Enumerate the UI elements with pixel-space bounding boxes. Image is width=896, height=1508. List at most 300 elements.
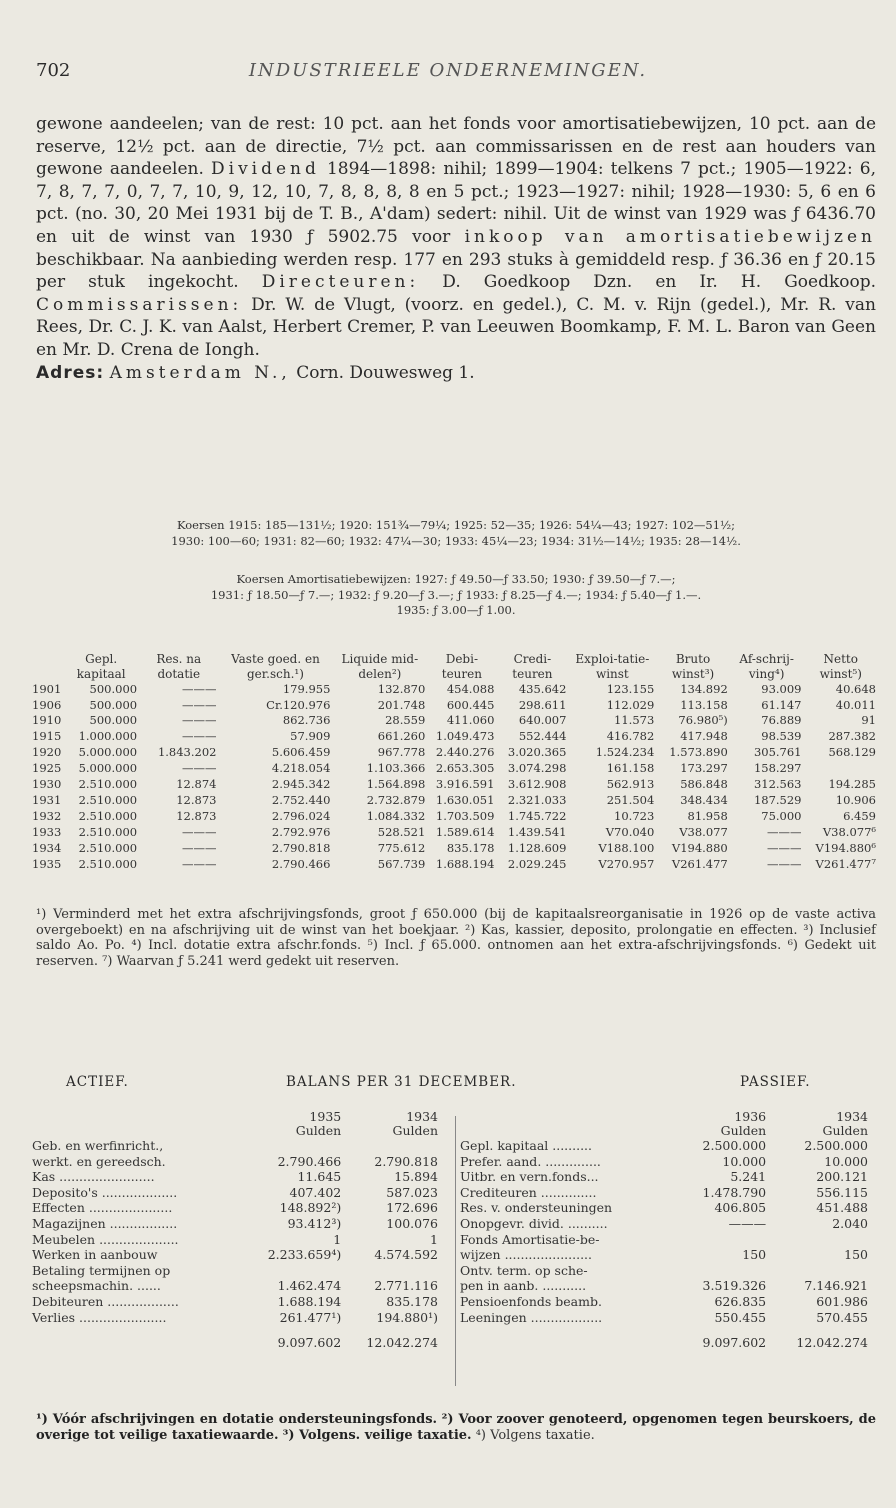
balans-item-value: 2.500.000 bbox=[804, 1138, 868, 1153]
table-row bbox=[30, 1278, 440, 1294]
table-cell: 91 bbox=[861, 713, 876, 728]
adres-text: Corn. Douwesweg 1. bbox=[296, 362, 475, 383]
table-cell: 1.688.194 bbox=[435, 856, 495, 871]
balans-item-value: 7.146.921 bbox=[804, 1278, 868, 1294]
table-cell: 2.752.440 bbox=[271, 792, 331, 807]
directeuren-label: Directeuren: bbox=[261, 272, 420, 293]
table-cell: 2.732.879 bbox=[366, 792, 426, 807]
column-header: Af-schrij-ving⁴) bbox=[739, 652, 794, 681]
table-cell: 2.790.466 bbox=[271, 856, 331, 871]
adres-label: Adres: bbox=[36, 362, 105, 383]
table-header-row bbox=[458, 1124, 870, 1138]
table-cell: 2.510.000 bbox=[78, 856, 138, 871]
page-header bbox=[36, 60, 860, 84]
table-cell: 132.870 bbox=[377, 681, 426, 696]
column-header: Liquide mid-delen²) bbox=[341, 652, 419, 681]
table-row bbox=[30, 1185, 440, 1201]
table-cell: 2.510.000 bbox=[78, 808, 138, 823]
table-cell: 12.874 bbox=[176, 777, 217, 792]
table-row bbox=[32, 729, 878, 745]
table-row bbox=[458, 1232, 870, 1248]
balans-item-value: 172.696 bbox=[386, 1200, 438, 1216]
table-cell: ——— bbox=[181, 681, 217, 696]
table-cell: 93.009 bbox=[761, 681, 802, 696]
balans-note: ¹) Vóór afschrijvingen en dotatie ondersteuningsfonds. bbox=[36, 1412, 438, 1427]
column-header: Exploi-tatie-winst bbox=[575, 652, 650, 681]
table-cell: 1.564.898 bbox=[366, 777, 426, 792]
table-cell: 1.128.609 bbox=[507, 840, 567, 855]
year-cell: 1906 bbox=[32, 697, 62, 712]
running-title: INDUSTRIEELE ONDERNEMINGEN. bbox=[248, 60, 648, 81]
table-cell: 1.103.366 bbox=[366, 761, 426, 776]
table-cell: 4.218.054 bbox=[271, 761, 331, 776]
balans-note: ⁴) Volgens taxatie. bbox=[475, 1427, 595, 1443]
balans-item-value: 2.771.116 bbox=[374, 1278, 438, 1294]
table-cell: 5.000.000 bbox=[78, 745, 138, 760]
balans-item-label: Verlies ...................... bbox=[32, 1309, 167, 1325]
balans-item-label: pen in aanb. ........... bbox=[460, 1278, 587, 1294]
table-cell: ——— bbox=[767, 840, 802, 855]
table-cell: 201.748 bbox=[377, 697, 426, 712]
balans-note: ³) Volgens. veilige taxatie. bbox=[282, 1427, 472, 1443]
balans-item-value: 10.000 bbox=[824, 1153, 868, 1169]
table-row bbox=[32, 698, 878, 714]
table-body bbox=[32, 682, 878, 873]
table-cell: 28.559 bbox=[385, 713, 426, 728]
table-cell: V188.100 bbox=[598, 840, 655, 855]
total-value: 12.042.274 bbox=[366, 1335, 438, 1351]
year-cell: 1930 bbox=[32, 777, 62, 792]
table-header-row bbox=[458, 1110, 870, 1124]
table-cell: 98.539 bbox=[761, 729, 802, 744]
total-row bbox=[458, 1325, 870, 1351]
balans-item-value: 1.688.194 bbox=[277, 1293, 342, 1309]
balans-item-value: 261.477¹) bbox=[279, 1309, 342, 1325]
table-cell: 562.913 bbox=[606, 777, 655, 792]
company-description bbox=[36, 113, 876, 384]
table-cell: 2.510.000 bbox=[78, 824, 138, 839]
year-cell: 1901 bbox=[32, 681, 62, 696]
balans-item-value: 1 bbox=[333, 1231, 342, 1247]
table-row bbox=[30, 1138, 440, 1154]
balans-item-value: 2.790.466 bbox=[277, 1153, 342, 1169]
commissarissen-text: Dr. W. de Vlugt, (voorz. en gedel.), C. M. v. Rijn (gedel.), Mr. R. van Rees, Dr. C. J. K. van Aalst, Herbert Cremer, P. van Leeuwen Boomkamp, F. M. L. Baron van Geen en Mr. D. Crena de Iongh. bbox=[36, 294, 876, 360]
balans-item-label: scheepsmachin. ...... bbox=[32, 1278, 161, 1294]
table-cell: 158.297 bbox=[753, 761, 802, 776]
year-cell: 1910 bbox=[32, 713, 62, 728]
table-cell: 3.020.365 bbox=[507, 745, 567, 760]
table-cell: 568.129 bbox=[828, 745, 876, 760]
table-cell: 75.000 bbox=[761, 808, 802, 823]
total-value: 9.097.602 bbox=[702, 1335, 767, 1351]
table-cell: ——— bbox=[181, 697, 217, 712]
table-cell: ——— bbox=[181, 824, 217, 839]
balans-item-value bbox=[768, 1232, 870, 1248]
year-cell: 1920 bbox=[32, 745, 62, 760]
passief-label: PASSIEF. bbox=[740, 1074, 811, 1090]
balans-item-value: ——— bbox=[728, 1215, 767, 1231]
balans-item-label: Uitbr. en vern.fonds... bbox=[460, 1169, 599, 1185]
table-cell: 2.440.276 bbox=[435, 745, 495, 760]
table-cell: 40.011 bbox=[835, 697, 876, 712]
balans-item-value: 150 bbox=[742, 1247, 767, 1263]
table-row bbox=[458, 1138, 870, 1154]
table-cell: 173.297 bbox=[680, 761, 728, 776]
balans-item-value: 93.412³) bbox=[287, 1215, 342, 1231]
balans-item-value: 5.241 bbox=[730, 1169, 767, 1185]
table-cell: 287.382 bbox=[828, 729, 876, 744]
table-cell: 348.434 bbox=[680, 792, 728, 807]
balans-item-value: 1.462.474 bbox=[277, 1278, 342, 1294]
table-row bbox=[458, 1263, 870, 1279]
table-cell: 2.029.245 bbox=[507, 856, 567, 871]
table-cell: 2.790.818 bbox=[271, 840, 331, 855]
table-body bbox=[458, 1138, 870, 1351]
balans-item-value: 100.076 bbox=[386, 1215, 438, 1231]
table-cell: 76.980⁵) bbox=[678, 713, 728, 728]
inkoop-label: inkoop van amortisatiebewijzen bbox=[464, 226, 877, 247]
table-cell: 12.873 bbox=[176, 792, 217, 807]
table-header-row bbox=[32, 652, 878, 682]
table-cell: 10.723 bbox=[614, 808, 655, 823]
balans-item-value: 15.894 bbox=[394, 1169, 438, 1185]
table-row bbox=[30, 1232, 440, 1248]
table-row bbox=[458, 1247, 870, 1263]
year-cell: 1932 bbox=[32, 808, 62, 823]
table-cell: 312.563 bbox=[753, 777, 802, 792]
table-cell: V194.880⁶ bbox=[815, 840, 876, 855]
table-row bbox=[30, 1294, 440, 1310]
balans-item-label: Fonds Amortisatie-be- bbox=[460, 1231, 600, 1247]
table-row bbox=[458, 1169, 870, 1185]
balans-item-value: 200.121 bbox=[816, 1169, 868, 1185]
balans-item-value: 11.645 bbox=[297, 1169, 342, 1185]
total-value: 9.097.602 bbox=[277, 1335, 342, 1351]
table-cell: 2.792.976 bbox=[271, 824, 331, 839]
table-cell: V261.477 bbox=[671, 856, 728, 871]
unit-header: Gulden bbox=[392, 1123, 438, 1138]
balans-item-label: Leeningen .................. bbox=[460, 1309, 603, 1325]
table-cell: 161.158 bbox=[606, 761, 655, 776]
table-cell: 194.285 bbox=[828, 777, 876, 792]
unit-header: Gulden bbox=[720, 1123, 767, 1138]
table-cell: Cr.120.976 bbox=[266, 697, 331, 712]
balans-item-label: Onopgevr. divid. .......... bbox=[460, 1215, 608, 1231]
koersen-amort-line: Koersen Amortisatiebewijzen: 1927: ƒ 49.50—ƒ 33.50; 1930: ƒ 39.50—ƒ 7.—; bbox=[236, 572, 676, 586]
table-cell: 10.906 bbox=[835, 792, 876, 807]
table-row bbox=[32, 809, 878, 825]
balans-item-label: Kas ........................ bbox=[32, 1169, 155, 1185]
table-cell: 112.029 bbox=[606, 697, 655, 712]
table-cell: 11.573 bbox=[614, 713, 655, 728]
table-cell: 967.778 bbox=[377, 745, 426, 760]
total-value: 12.042.274 bbox=[796, 1335, 868, 1351]
table-row bbox=[32, 793, 878, 809]
table-cell: V70.040 bbox=[605, 824, 655, 839]
table-cell: 5.606.459 bbox=[271, 745, 331, 760]
koersen-amort-line: 1931: ƒ 18.50—ƒ 7.—; 1932: ƒ 9.20—ƒ 3.—; ƒ 1933: ƒ 8.25—ƒ 4.—; 1934: ƒ 5.40—ƒ 1.—. bbox=[210, 587, 702, 602]
table-cell: 2.510.000 bbox=[78, 792, 138, 807]
balans-item-label: Meubelen .................... bbox=[32, 1231, 179, 1247]
balans-item-value: 587.023 bbox=[386, 1184, 438, 1200]
table-cell: 500.000 bbox=[89, 681, 138, 696]
balans-item-value: 150 bbox=[844, 1247, 868, 1263]
balans-item-label: Geb. en werfinricht., bbox=[32, 1138, 164, 1153]
table-cell: V270.957 bbox=[598, 856, 655, 871]
table-cell: ——— bbox=[181, 729, 217, 744]
balans-item-value bbox=[768, 1263, 870, 1279]
column-header: Res. na dotatie bbox=[156, 652, 202, 681]
table-cell: 3.074.298 bbox=[507, 761, 567, 776]
table-cell: 2.510.000 bbox=[78, 777, 138, 792]
table-cell: 298.611 bbox=[518, 697, 567, 712]
balans-item-value: 550.455 bbox=[714, 1309, 767, 1325]
table-cell: ——— bbox=[767, 856, 802, 871]
balans-item-label: Res. v. ondersteuningen bbox=[460, 1200, 613, 1216]
balans-item-value: 4.574.592 bbox=[374, 1247, 438, 1263]
column-header: Netto winst⁵) bbox=[819, 652, 862, 681]
table-row bbox=[32, 761, 878, 777]
column-header bbox=[32, 652, 63, 682]
balans-item-value: 407.402 bbox=[289, 1184, 342, 1200]
balans-item-label: Magazijnen ................. bbox=[32, 1215, 178, 1231]
balans-item-value: 2.233.659⁴) bbox=[267, 1247, 342, 1263]
total-row bbox=[30, 1325, 440, 1351]
table-cell: 552.444 bbox=[518, 729, 567, 744]
table-cell: 12.873 bbox=[176, 808, 217, 823]
balans-item-value: 148.892²) bbox=[279, 1200, 342, 1216]
balans-passief-table bbox=[458, 1110, 870, 1351]
table-cell: 2.796.024 bbox=[271, 808, 331, 823]
table-cell: 113.158 bbox=[680, 697, 728, 712]
table-cell: 3.916.591 bbox=[435, 777, 495, 792]
commissarissen-label: Commissarissen: bbox=[36, 294, 243, 315]
balans-item-label: Ontv. term. op sche- bbox=[460, 1262, 588, 1278]
table-row bbox=[458, 1216, 870, 1232]
column-header: Vaste goed. en ger.sch.¹) bbox=[231, 652, 320, 681]
table-cell: 640.007 bbox=[518, 713, 567, 728]
table-cell: 3.612.908 bbox=[507, 777, 567, 792]
table-cell: 500.000 bbox=[89, 697, 138, 712]
balans-item-value: 194.880¹) bbox=[376, 1309, 438, 1325]
table-cell: V261.477⁷ bbox=[815, 856, 876, 871]
table-cell: 862.736 bbox=[282, 713, 331, 728]
balans-item-label: werkt. en gereedsch. bbox=[32, 1153, 166, 1169]
balans-item-value: 835.178 bbox=[386, 1293, 438, 1309]
koersen-line: Koersen 1915: 185—131½; 1920: 151¾—79¼; 1925: 52—35; 1926: 54¼—43; 1927: 102—51½; bbox=[176, 518, 736, 532]
balans-item-value: 1.478.790 bbox=[702, 1184, 767, 1200]
table-row bbox=[458, 1310, 870, 1326]
balans-note: ²) Voor zoover genoteerd, opgenomen tegen beurskoers, de overige tot veilige taxatiewaarde. bbox=[36, 1412, 876, 1443]
balans-title-row bbox=[36, 1074, 860, 1094]
balans-item-label: Effecten ..................... bbox=[32, 1200, 173, 1216]
balans-item-value: 3.519.326 bbox=[702, 1278, 767, 1294]
table-cell: ——— bbox=[181, 761, 217, 776]
table-cell: V194.880 bbox=[671, 840, 728, 855]
balans-item-value bbox=[677, 1232, 768, 1248]
table-cell: 57.909 bbox=[290, 729, 331, 744]
balans-item-label: Betaling termijnen op bbox=[32, 1262, 171, 1278]
table-cell: 600.445 bbox=[446, 697, 495, 712]
year-cell: 1934 bbox=[32, 840, 62, 855]
balans-item-value: 406.805 bbox=[714, 1200, 767, 1216]
table-row bbox=[458, 1294, 870, 1310]
balans-item-value: 2.500.000 bbox=[702, 1138, 767, 1153]
table-cell: V38.077 bbox=[679, 824, 728, 839]
year-header: 1935 bbox=[309, 1109, 342, 1124]
balans-item-label: Gepl. kapitaal .......... bbox=[460, 1138, 592, 1153]
column-header: Gepl. kapitaal bbox=[76, 652, 126, 681]
balans-item-value bbox=[677, 1263, 768, 1279]
table-row bbox=[30, 1169, 440, 1185]
table-cell: 411.060 bbox=[446, 713, 495, 728]
year-cell: 1933 bbox=[32, 824, 62, 839]
table-cell: 417.948 bbox=[680, 729, 728, 744]
koersen-amort-line: 1935: ƒ 3.00—ƒ 1.00. bbox=[396, 603, 516, 617]
table-header-row bbox=[30, 1110, 440, 1124]
actief-label: ACTIEF. bbox=[66, 1074, 129, 1090]
table-row bbox=[458, 1185, 870, 1201]
balans-item-value bbox=[343, 1263, 440, 1279]
table-cell: 2.510.000 bbox=[78, 840, 138, 855]
table-row bbox=[30, 1200, 440, 1216]
table-cell: 435.642 bbox=[518, 681, 567, 696]
table-cell: 835.178 bbox=[446, 840, 495, 855]
balans-item-label: Pensioenfonds beamb. bbox=[460, 1293, 602, 1309]
table-cell: 187.529 bbox=[753, 792, 802, 807]
table-cell: 61.147 bbox=[761, 697, 802, 712]
year-cell: 1931 bbox=[32, 792, 62, 807]
year-header: 1934 bbox=[406, 1109, 438, 1124]
dividend-text: 1894—1898: nihil; 1899—1904: telkens 7 pct.; 1905—1922: 6, 7, 8, 7, 7, 0, 7, 7, 10, 9, 12, 10, 7, 8, 8, 8, 8 en 5 pct.; 1923—1927: nihil; 1928—1930: 5, 6 en 6 pct. (no. 30, 20 Mei 1931 bij de T. B., A'dam) sedert: nihil. Uit de winst van 1929 was ƒ 6436.70 en uit de winst van 1930 ƒ 5902.75 voor bbox=[36, 159, 877, 247]
table-cell: 1.049.473 bbox=[435, 729, 495, 744]
inkoop-text: beschikbaar. Na aanbieding werden resp. 177 en 293 stuks à gemiddeld resp. ƒ 36.36 en ƒ 20.15 per stuk ingekocht. bbox=[36, 249, 876, 293]
directeuren-text: D. Goedkoop Dzn. en Ir. H. Goedkoop. bbox=[442, 272, 877, 293]
table-row bbox=[458, 1154, 870, 1170]
table-footnotes: ¹) Verminderd met het extra afschrijvingsfonds, groot ƒ 650.000 (bij de kapitaalsreorganisatie in 1926 op de vaste activa overgeboekt) en na afschrijving uit de winst van het boekjaar. ²) Kas, kassier, deposito, prolongatie en effecten. ³) Inclusief saldo Ao. Po. ⁴) Incl. dotatie extra afschr.fonds. ⁵) Incl. ƒ 65.000. ontnomen aan het extra-afschrijvingsfonds. ⁶) Gedekt uit reserven. ⁷) Waarvan ƒ 5.241 werd gedekt uit reserven. bbox=[36, 907, 876, 969]
balans-item-value: 2.790.818 bbox=[374, 1153, 438, 1169]
year-cell: 1935 bbox=[32, 856, 62, 871]
table-cell: ——— bbox=[181, 840, 217, 855]
table-row bbox=[32, 857, 878, 873]
table-cell: 500.000 bbox=[89, 713, 138, 728]
total-label bbox=[458, 1325, 677, 1351]
balans-item-value: 570.455 bbox=[816, 1309, 868, 1325]
table-cell: 1.439.541 bbox=[507, 824, 567, 839]
balans-item-label: Prefer. aand. .............. bbox=[460, 1153, 601, 1169]
table-cell: 528.521 bbox=[377, 824, 426, 839]
table-cell: 661.260 bbox=[377, 729, 426, 744]
balans-item-value bbox=[343, 1138, 440, 1154]
table-cell: 2.653.305 bbox=[435, 761, 495, 776]
table-cell: V38.077⁶ bbox=[822, 824, 876, 839]
table-cell: ——— bbox=[181, 713, 217, 728]
table-cell: 251.504 bbox=[606, 792, 655, 807]
balans-item-label: Debiteuren .................. bbox=[32, 1293, 179, 1309]
table-cell: 1.745.722 bbox=[507, 808, 567, 823]
profit-distribution-text: gewone aandeelen; van de rest: 10 pct. aan het fonds voor amortisatiebewijzen, 10 pct. aan de reserve, 12½ pct. aan de directie, 7½ pct. aan commissarissen en de rest aan houders van gewone aandeelen. bbox=[36, 114, 876, 180]
table-cell: 586.848 bbox=[680, 777, 728, 792]
table-cell: 775.612 bbox=[377, 840, 426, 855]
table-cell: 305.761 bbox=[753, 745, 802, 760]
table-cell: 81.958 bbox=[687, 808, 728, 823]
balans-footnotes bbox=[36, 1412, 876, 1443]
table-cell: 1.000.000 bbox=[78, 729, 138, 744]
dividend-label: Dividend bbox=[211, 159, 320, 180]
table-row bbox=[30, 1216, 440, 1232]
column-divider bbox=[455, 1116, 456, 1386]
table-cell: 134.892 bbox=[680, 681, 728, 696]
table-row bbox=[32, 713, 878, 729]
table-cell: 416.782 bbox=[606, 729, 655, 744]
balans-item-label: Werken in aanbouw bbox=[32, 1247, 158, 1263]
table-cell: 40.648 bbox=[835, 681, 876, 696]
table-cell: ——— bbox=[767, 824, 802, 839]
table-cell: ——— bbox=[181, 856, 217, 871]
table-cell: 454.088 bbox=[446, 681, 495, 696]
table-row bbox=[458, 1278, 870, 1294]
table-cell: 5.000.000 bbox=[78, 761, 138, 776]
financial-history-table bbox=[32, 652, 878, 872]
table-cell: 179.955 bbox=[282, 681, 331, 696]
table-cell: 2.321.033 bbox=[507, 792, 567, 807]
unit-header: Gulden bbox=[295, 1123, 342, 1138]
balans-item-value: 2.040 bbox=[832, 1215, 868, 1231]
column-header: Credi-teuren bbox=[512, 652, 553, 681]
balans-item-label: Crediteuren .............. bbox=[460, 1184, 597, 1200]
table-cell: 123.155 bbox=[606, 681, 655, 696]
table-row bbox=[30, 1263, 440, 1279]
balans-item-value: 10.000 bbox=[722, 1153, 767, 1169]
table-row bbox=[32, 825, 878, 841]
total-label bbox=[30, 1325, 244, 1351]
balans-actief-table bbox=[30, 1110, 440, 1351]
page-number: 702 bbox=[36, 60, 71, 81]
balans-item-value: 601.986 bbox=[816, 1293, 868, 1309]
table-body bbox=[30, 1138, 440, 1351]
table-header-row bbox=[30, 1124, 440, 1138]
table-row bbox=[458, 1200, 870, 1216]
balans-item-label: Deposito's ................... bbox=[32, 1184, 178, 1200]
balans-item-value bbox=[244, 1138, 343, 1154]
table-cell: 1.573.890 bbox=[669, 745, 728, 760]
balans-item-value bbox=[244, 1263, 343, 1279]
balans-item-label: wijzen ...................... bbox=[460, 1247, 592, 1263]
balans-item-value: 451.488 bbox=[816, 1200, 868, 1216]
balans-item-value: 556.115 bbox=[816, 1184, 868, 1200]
adres-city: Amsterdam N., bbox=[109, 362, 291, 383]
table-row bbox=[30, 1247, 440, 1263]
year-cell: 1915 bbox=[32, 729, 62, 744]
table-row bbox=[32, 777, 878, 793]
table-cell: 1.630.051 bbox=[435, 792, 495, 807]
koersen-line: 1930: 100—60; 1931: 82—60; 1932: 47¼—30; 1933: 45¼—23; 1934: 31½—14½; 1935: 28—14½. bbox=[171, 533, 741, 548]
balans-item-value: 1 bbox=[430, 1231, 438, 1247]
table-cell: 2.945.342 bbox=[271, 777, 331, 792]
profit-distribution bbox=[36, 113, 876, 384]
table-cell: 1.084.332 bbox=[366, 808, 426, 823]
table-cell: 567.739 bbox=[377, 856, 426, 871]
year-header: 1936 bbox=[734, 1109, 767, 1124]
table-cell: 1.524.234 bbox=[595, 745, 655, 760]
balans-title: BALANS PER 31 DECEMBER. bbox=[286, 1074, 517, 1090]
table-cell: 6.459 bbox=[843, 808, 876, 823]
year-cell: 1925 bbox=[32, 761, 62, 776]
koersen-block bbox=[36, 518, 876, 549]
column-header: Debi-teuren bbox=[441, 652, 482, 681]
balans-item-value: 626.835 bbox=[714, 1293, 767, 1309]
table-cell bbox=[804, 761, 879, 777]
